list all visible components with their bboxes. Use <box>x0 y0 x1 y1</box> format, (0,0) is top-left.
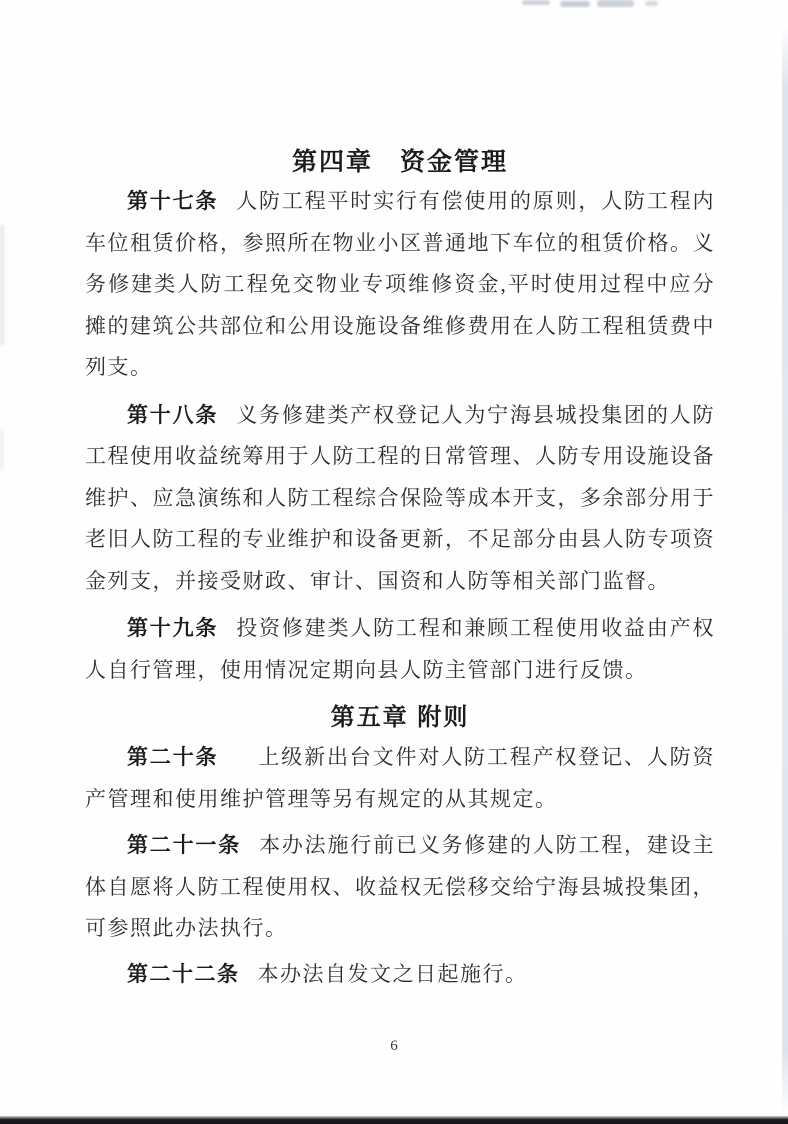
scan-edge-artifact <box>782 25 788 1115</box>
article-text-22: 本办法自发文之日起施行。 <box>257 961 528 986</box>
article-text-21: 本办法施行前已义务修建的人防工程，建设主体自愿将人防工程使用权、收益权无偿移交给宁海县城投集团，可参照此办法执行。 <box>85 833 715 940</box>
article-paragraph-18 <box>85 395 715 603</box>
article-text-17: 人防工程平时实行有偿使用的原则，人防工程内车位租赁价格，参照所在物业小区普通地下车位的租赁价格。义务修建类人防工程免交物业专项维修资金,平时使用过程中应分摊的建筑公共部位和公用设施设备维修费用在人防工程租赁费中列支。 <box>85 189 715 379</box>
document-body <box>85 0 715 995</box>
chapter-heading-funds-management: 第四章 资金管理 <box>291 148 508 176</box>
article-number-19: 第十九条 <box>127 617 219 640</box>
article-text-20: 上级新出台文件对人防工程产权登记、人防资产管理和使用维护管理等另有规定的从其规定。 <box>85 745 716 811</box>
page-number: 6 <box>390 1038 398 1054</box>
article-text-18: 义务修建类产权登记人为宁海县城投集团的人防工程使用收益统筹用于人防工程的日常管理、人防专用设施设备维护、应急演练和人防工程综合保险等成本开支，多余部分用于老旧人防工程的专业维护和设备更新，不足部分由县人防专项资金列支，并接受财政、审计、国资和人防等相关部门监督。 <box>85 402 715 593</box>
article-paragraph-22 <box>85 954 715 996</box>
article-number-20: 第二十条 <box>127 746 219 769</box>
article-number-17: 第十七条 <box>127 190 219 213</box>
article-paragraph-21 <box>85 825 715 950</box>
article-text-19: 投资修建类人防工程和兼顾工程使用收益由产权人自行管理，使用情况定期向县人防主管部门进行反馈。 <box>85 616 715 682</box>
chapter-heading-supplementary-provisions: 第五章 附则 <box>330 704 470 731</box>
article-paragraph-20 <box>85 737 715 820</box>
scan-edge-artifact <box>0 225 4 345</box>
article-number-22: 第二十二条 <box>127 962 240 986</box>
article-paragraph-17 <box>85 181 715 389</box>
scan-bottom-edge <box>0 1116 788 1124</box>
scan-edge-artifact <box>0 430 3 470</box>
article-number-21: 第二十一条 <box>127 834 242 857</box>
article-number-18: 第十八条 <box>127 403 219 427</box>
article-paragraph-19 <box>85 608 715 691</box>
